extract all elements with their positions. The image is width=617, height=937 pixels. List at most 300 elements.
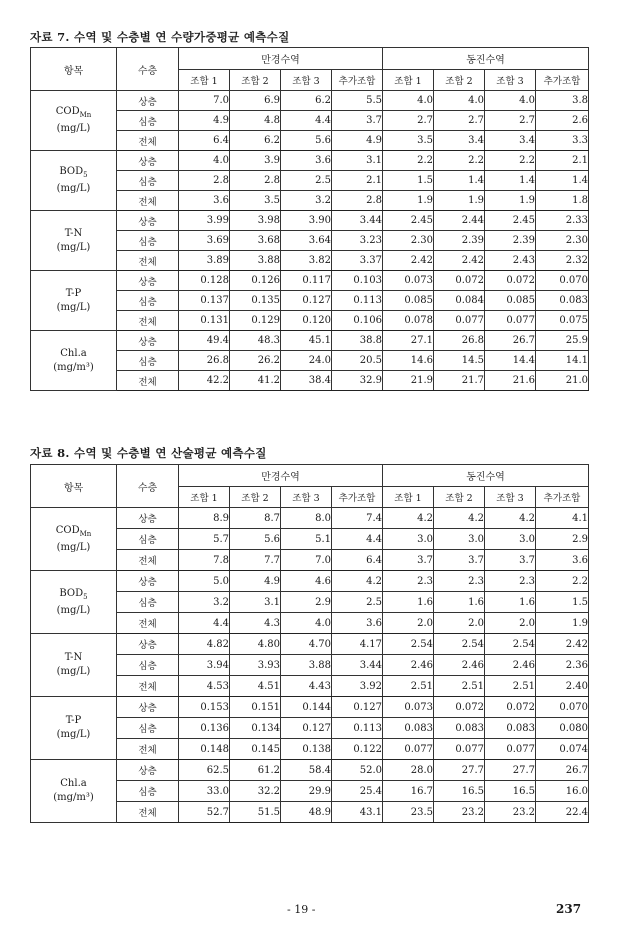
value-cell: 0.072 <box>434 697 485 718</box>
parameter-unit: (mg/m³) <box>53 792 94 803</box>
value-cell: 23.5 <box>383 802 434 823</box>
value-cell: 1.6 <box>383 592 434 613</box>
value-cell: 4.8 <box>230 111 281 131</box>
layer-cell: 심층 <box>117 111 179 131</box>
header-combo: 추가조합 <box>332 487 383 508</box>
value-cell: 3.7 <box>485 550 536 571</box>
value-cell: 1.4 <box>536 171 589 191</box>
value-cell: 1.9 <box>536 613 589 634</box>
value-cell: 4.9 <box>230 571 281 592</box>
parameter-name: COD <box>55 106 80 117</box>
parameter-cell <box>31 331 117 391</box>
value-cell: 2.5 <box>332 592 383 613</box>
header-combo: 조합 2 <box>230 487 281 508</box>
value-cell: 2.33 <box>536 211 589 231</box>
value-cell: 3.5 <box>230 191 281 211</box>
value-cell: 3.23 <box>332 231 383 251</box>
header-combo: 조합 1 <box>179 70 230 91</box>
value-cell: 0.078 <box>383 311 434 331</box>
value-cell: 3.4 <box>434 131 485 151</box>
value-cell: 42.2 <box>179 371 230 391</box>
value-cell: 0.077 <box>434 739 485 760</box>
value-cell: 27.7 <box>485 760 536 781</box>
value-cell: 8.0 <box>281 508 332 529</box>
value-cell: 0.072 <box>485 271 536 291</box>
value-cell: 0.074 <box>536 739 589 760</box>
value-cell: 3.8 <box>536 91 589 111</box>
value-cell: 1.6 <box>485 592 536 613</box>
value-cell: 4.0 <box>383 91 434 111</box>
header-combo: 조합 2 <box>434 70 485 91</box>
value-cell: 16.7 <box>383 781 434 802</box>
value-cell: 0.126 <box>230 271 281 291</box>
value-cell: 25.9 <box>536 331 589 351</box>
value-cell: 2.45 <box>383 211 434 231</box>
value-cell: 26.2 <box>230 351 281 371</box>
header-row <box>31 48 589 70</box>
layer-cell: 전체 <box>117 802 179 823</box>
value-cell: 27.1 <box>383 331 434 351</box>
value-cell: 7.4 <box>332 508 383 529</box>
value-cell: 0.144 <box>281 697 332 718</box>
layer-cell: 상층 <box>117 91 179 111</box>
parameter-name: T-N <box>64 652 83 663</box>
layer-cell: 심층 <box>117 781 179 802</box>
value-cell: 7.0 <box>281 550 332 571</box>
layer-cell: 상층 <box>117 697 179 718</box>
value-cell: 2.42 <box>383 251 434 271</box>
value-cell: 3.0 <box>383 529 434 550</box>
page-number: - 19 - <box>287 903 316 916</box>
layer-cell: 전체 <box>117 371 179 391</box>
parameter-unit: (mg/L) <box>56 183 91 194</box>
value-cell: 2.7 <box>434 111 485 131</box>
value-cell: 1.9 <box>434 191 485 211</box>
value-cell: 28.0 <box>383 760 434 781</box>
value-cell: 3.37 <box>332 251 383 271</box>
value-cell: 0.153 <box>179 697 230 718</box>
value-cell: 4.17 <box>332 634 383 655</box>
value-cell: 2.2 <box>485 151 536 171</box>
layer-cell: 심층 <box>117 529 179 550</box>
value-cell: 3.93 <box>230 655 281 676</box>
value-cell: 3.69 <box>179 231 230 251</box>
value-cell: 21.0 <box>536 371 589 391</box>
header-item: 항목 <box>31 465 117 508</box>
value-cell: 7.8 <box>179 550 230 571</box>
value-cell: 0.080 <box>536 718 589 739</box>
header-layer: 수층 <box>117 48 179 91</box>
value-cell: 3.0 <box>434 529 485 550</box>
value-cell: 2.54 <box>485 634 536 655</box>
value-cell: 4.82 <box>179 634 230 655</box>
value-cell: 3.7 <box>383 550 434 571</box>
value-cell: 2.30 <box>383 231 434 251</box>
value-cell: 43.1 <box>332 802 383 823</box>
parameter-unit: (mg/L) <box>56 729 91 740</box>
value-cell: 2.2 <box>434 151 485 171</box>
table-row <box>31 508 589 529</box>
parameter-cell <box>31 211 117 271</box>
parameter-name: BOD <box>59 166 84 177</box>
layer-cell: 전체 <box>117 251 179 271</box>
value-cell: 4.53 <box>179 676 230 697</box>
value-cell: 4.1 <box>536 508 589 529</box>
value-cell: 2.39 <box>485 231 536 251</box>
value-cell: 45.1 <box>281 331 332 351</box>
header-combo: 조합 3 <box>281 70 332 91</box>
value-cell: 2.3 <box>434 571 485 592</box>
header-layer: 수층 <box>117 465 179 508</box>
header-combo: 조합 1 <box>179 487 230 508</box>
value-cell: 4.51 <box>230 676 281 697</box>
value-cell: 2.9 <box>281 592 332 613</box>
value-cell: 0.151 <box>230 697 281 718</box>
value-cell: 1.8 <box>536 191 589 211</box>
value-cell: 2.7 <box>383 111 434 131</box>
header-row <box>31 465 589 487</box>
value-cell: 2.51 <box>434 676 485 697</box>
value-cell: 4.3 <box>230 613 281 634</box>
value-cell: 3.1 <box>332 151 383 171</box>
value-cell: 20.5 <box>332 351 383 371</box>
value-cell: 1.5 <box>536 592 589 613</box>
table-row <box>31 271 589 291</box>
value-cell: 0.083 <box>383 718 434 739</box>
parameter-unit: (mg/L) <box>56 604 91 616</box>
layer-cell: 상층 <box>117 760 179 781</box>
value-cell: 14.4 <box>485 351 536 371</box>
layer-cell: 전체 <box>117 739 179 760</box>
layer-cell: 전체 <box>117 311 179 331</box>
value-cell: 0.131 <box>179 311 230 331</box>
value-cell: 7.7 <box>230 550 281 571</box>
value-cell: 3.6 <box>332 613 383 634</box>
value-cell: 4.80 <box>230 634 281 655</box>
value-cell: 5.1 <box>281 529 332 550</box>
table-row <box>31 697 589 718</box>
value-cell: 38.8 <box>332 331 383 351</box>
value-cell: 4.2 <box>332 571 383 592</box>
value-cell: 0.085 <box>383 291 434 311</box>
value-cell: 0.127 <box>332 697 383 718</box>
value-cell: 25.4 <box>332 781 383 802</box>
table-row <box>31 634 589 655</box>
value-cell: 1.9 <box>485 191 536 211</box>
value-cell: 4.0 <box>281 613 332 634</box>
value-cell: 0.134 <box>230 718 281 739</box>
parameter-subscript: 5 <box>83 592 88 601</box>
value-cell: 2.8 <box>179 171 230 191</box>
header-combo: 조합 1 <box>383 70 434 91</box>
value-cell: 1.9 <box>383 191 434 211</box>
value-cell: 2.0 <box>434 613 485 634</box>
parameter-cell <box>31 697 117 760</box>
value-cell: 26.8 <box>434 331 485 351</box>
value-cell: 3.89 <box>179 251 230 271</box>
value-cell: 0.128 <box>179 271 230 291</box>
parameter-cell <box>31 634 117 697</box>
parameter-unit: (mg/L) <box>56 541 91 553</box>
value-cell: 8.9 <box>179 508 230 529</box>
header-item: 항목 <box>31 48 117 91</box>
value-cell: 2.39 <box>434 231 485 251</box>
value-cell: 0.073 <box>383 271 434 291</box>
value-cell: 3.6 <box>536 550 589 571</box>
layer-cell: 전체 <box>117 550 179 571</box>
layer-cell: 심층 <box>117 655 179 676</box>
value-cell: 2.46 <box>383 655 434 676</box>
layer-cell: 상층 <box>117 331 179 351</box>
parameter-name: Chl.a <box>60 778 87 789</box>
table-7 <box>30 47 589 391</box>
value-cell: 0.148 <box>179 739 230 760</box>
value-cell: 32.9 <box>332 371 383 391</box>
value-cell: 21.6 <box>485 371 536 391</box>
layer-cell: 전체 <box>117 191 179 211</box>
value-cell: 4.2 <box>383 508 434 529</box>
value-cell: 2.8 <box>332 191 383 211</box>
value-cell: 3.6 <box>179 191 230 211</box>
value-cell: 0.073 <box>383 697 434 718</box>
value-cell: 3.7 <box>434 550 485 571</box>
layer-cell: 전체 <box>117 613 179 634</box>
value-cell: 2.51 <box>383 676 434 697</box>
layer-cell: 상층 <box>117 508 179 529</box>
value-cell: 0.085 <box>485 291 536 311</box>
value-cell: 3.2 <box>179 592 230 613</box>
parameter-cell <box>31 760 117 823</box>
value-cell: 29.9 <box>281 781 332 802</box>
value-cell: 4.9 <box>179 111 230 131</box>
value-cell: 6.2 <box>281 91 332 111</box>
header-combo: 조합 1 <box>383 487 434 508</box>
value-cell: 3.1 <box>230 592 281 613</box>
value-cell: 2.46 <box>485 655 536 676</box>
header-combo: 추가조합 <box>332 70 383 91</box>
parameter-unit: (mg/L) <box>56 241 91 253</box>
layer-cell: 전체 <box>117 676 179 697</box>
value-cell: 24.0 <box>281 351 332 371</box>
layer-cell: 상층 <box>117 634 179 655</box>
value-cell: 2.45 <box>485 211 536 231</box>
value-cell: 8.7 <box>230 508 281 529</box>
header-combo: 조합 2 <box>434 487 485 508</box>
value-cell: 2.2 <box>383 151 434 171</box>
value-cell: 49.4 <box>179 331 230 351</box>
value-cell: 4.2 <box>434 508 485 529</box>
layer-cell: 상층 <box>117 271 179 291</box>
value-cell: 2.9 <box>536 529 589 550</box>
parameter-name: T-P <box>65 287 82 299</box>
value-cell: 6.4 <box>332 550 383 571</box>
layer-cell: 심층 <box>117 592 179 613</box>
header-group: 동진수역 <box>383 465 589 487</box>
value-cell: 0.127 <box>281 718 332 739</box>
value-cell: 6.4 <box>179 131 230 151</box>
table-8 <box>30 464 589 823</box>
table-8-caption: 자료 8. 수역 및 수층별 연 산술평균 예측수질 <box>30 446 267 460</box>
parameter-name: T-N <box>64 227 83 239</box>
value-cell: 3.99 <box>179 211 230 231</box>
layer-cell: 심층 <box>117 718 179 739</box>
table-7-caption: 자료 7. 수역 및 수층별 연 수량가중평균 예측수질 <box>30 30 290 44</box>
value-cell: 0.122 <box>332 739 383 760</box>
value-cell: 3.44 <box>332 655 383 676</box>
value-cell: 2.5 <box>281 171 332 191</box>
value-cell: 23.2 <box>485 802 536 823</box>
value-cell: 0.075 <box>536 311 589 331</box>
value-cell: 38.4 <box>281 371 332 391</box>
value-cell: 0.129 <box>230 311 281 331</box>
value-cell: 4.4 <box>332 529 383 550</box>
layer-cell: 상층 <box>117 571 179 592</box>
value-cell: 41.2 <box>230 371 281 391</box>
parameter-cell <box>31 91 117 151</box>
value-cell: 2.51 <box>485 676 536 697</box>
parameter-unit: (mg/m³) <box>53 361 94 373</box>
value-cell: 2.7 <box>485 111 536 131</box>
parameter-subscript: Mn <box>79 529 92 538</box>
parameter-name: BOD <box>59 587 84 599</box>
value-cell: 2.0 <box>383 613 434 634</box>
value-cell: 4.9 <box>332 131 383 151</box>
value-cell: 4.2 <box>485 508 536 529</box>
value-cell: 0.077 <box>383 739 434 760</box>
value-cell: 2.30 <box>536 231 589 251</box>
header-group: 동진수역 <box>383 48 589 70</box>
parameter-name: T-P <box>65 715 82 726</box>
value-cell: 2.54 <box>383 634 434 655</box>
value-cell: 62.5 <box>179 760 230 781</box>
header-group: 만경수역 <box>179 465 383 487</box>
value-cell: 0.136 <box>179 718 230 739</box>
value-cell: 0.077 <box>485 739 536 760</box>
value-cell: 2.2 <box>536 571 589 592</box>
value-cell: 58.4 <box>281 760 332 781</box>
value-cell: 4.70 <box>281 634 332 655</box>
value-cell: 2.3 <box>383 571 434 592</box>
value-cell: 3.88 <box>230 251 281 271</box>
header-combo: 조합 3 <box>485 70 536 91</box>
value-cell: 3.92 <box>332 676 383 697</box>
value-cell: 22.4 <box>536 802 589 823</box>
value-cell: 0.113 <box>332 291 383 311</box>
value-cell: 2.42 <box>536 634 589 655</box>
value-cell: 2.1 <box>536 151 589 171</box>
value-cell: 3.6 <box>281 151 332 171</box>
value-cell: 0.127 <box>281 291 332 311</box>
value-cell: 0.135 <box>230 291 281 311</box>
value-cell: 5.0 <box>179 571 230 592</box>
value-cell: 3.68 <box>230 231 281 251</box>
value-cell: 3.44 <box>332 211 383 231</box>
value-cell: 4.43 <box>281 676 332 697</box>
value-cell: 0.137 <box>179 291 230 311</box>
value-cell: 3.82 <box>281 251 332 271</box>
value-cell: 2.44 <box>434 211 485 231</box>
value-cell: 3.2 <box>281 191 332 211</box>
value-cell: 2.40 <box>536 676 589 697</box>
value-cell: 1.4 <box>434 171 485 191</box>
value-cell: 4.0 <box>485 91 536 111</box>
value-cell: 3.4 <box>485 131 536 151</box>
header-group: 만경수역 <box>179 48 383 70</box>
header-combo: 추가조합 <box>536 70 589 91</box>
value-cell: 21.7 <box>434 371 485 391</box>
parameter-subscript: 5 <box>83 171 88 179</box>
header-combo: 조합 2 <box>230 70 281 91</box>
value-cell: 5.7 <box>179 529 230 550</box>
value-cell: 0.083 <box>434 718 485 739</box>
value-cell: 26.8 <box>179 351 230 371</box>
layer-cell: 상층 <box>117 211 179 231</box>
table-row <box>31 211 589 231</box>
value-cell: 3.7 <box>332 111 383 131</box>
value-cell: 5.6 <box>230 529 281 550</box>
value-cell: 16.5 <box>485 781 536 802</box>
value-cell: 26.7 <box>536 760 589 781</box>
value-cell: 0.145 <box>230 739 281 760</box>
parameter-name: COD <box>55 524 80 536</box>
value-cell: 0.103 <box>332 271 383 291</box>
value-cell: 3.88 <box>281 655 332 676</box>
parameter-cell <box>31 151 117 211</box>
value-cell: 14.5 <box>434 351 485 371</box>
parameter-name: Chl.a <box>60 347 87 359</box>
value-cell: 2.8 <box>230 171 281 191</box>
value-cell: 1.6 <box>434 592 485 613</box>
header-combo: 조합 3 <box>485 487 536 508</box>
value-cell: 2.32 <box>536 251 589 271</box>
parameter-cell <box>31 571 117 634</box>
value-cell: 27.7 <box>434 760 485 781</box>
value-cell: 52.0 <box>332 760 383 781</box>
value-cell: 48.9 <box>281 802 332 823</box>
header-combo: 조합 3 <box>281 487 332 508</box>
value-cell: 51.5 <box>230 802 281 823</box>
value-cell: 2.6 <box>536 111 589 131</box>
value-cell: 14.6 <box>383 351 434 371</box>
value-cell: 0.072 <box>434 271 485 291</box>
value-cell: 0.120 <box>281 311 332 331</box>
value-cell: 2.0 <box>485 613 536 634</box>
value-cell: 6.2 <box>230 131 281 151</box>
value-cell: 3.9 <box>230 151 281 171</box>
value-cell: 3.5 <box>383 131 434 151</box>
value-cell: 0.084 <box>434 291 485 311</box>
layer-cell: 심층 <box>117 291 179 311</box>
table-row <box>31 571 589 592</box>
value-cell: 0.106 <box>332 311 383 331</box>
value-cell: 3.94 <box>179 655 230 676</box>
parameter-subscript: Mn <box>79 111 92 119</box>
value-cell: 2.54 <box>434 634 485 655</box>
table-row <box>31 760 589 781</box>
layer-cell: 상층 <box>117 151 179 171</box>
value-cell: 21.9 <box>383 371 434 391</box>
value-cell: 0.077 <box>485 311 536 331</box>
table-row <box>31 91 589 111</box>
parameter-cell <box>31 271 117 331</box>
sheet-number: 237 <box>556 902 582 916</box>
parameter-unit: (mg/L) <box>56 301 91 313</box>
value-cell: 3.3 <box>536 131 589 151</box>
value-cell: 0.070 <box>536 697 589 718</box>
layer-cell: 심층 <box>117 231 179 251</box>
parameter-unit: (mg/L) <box>56 666 91 677</box>
value-cell: 6.9 <box>230 91 281 111</box>
